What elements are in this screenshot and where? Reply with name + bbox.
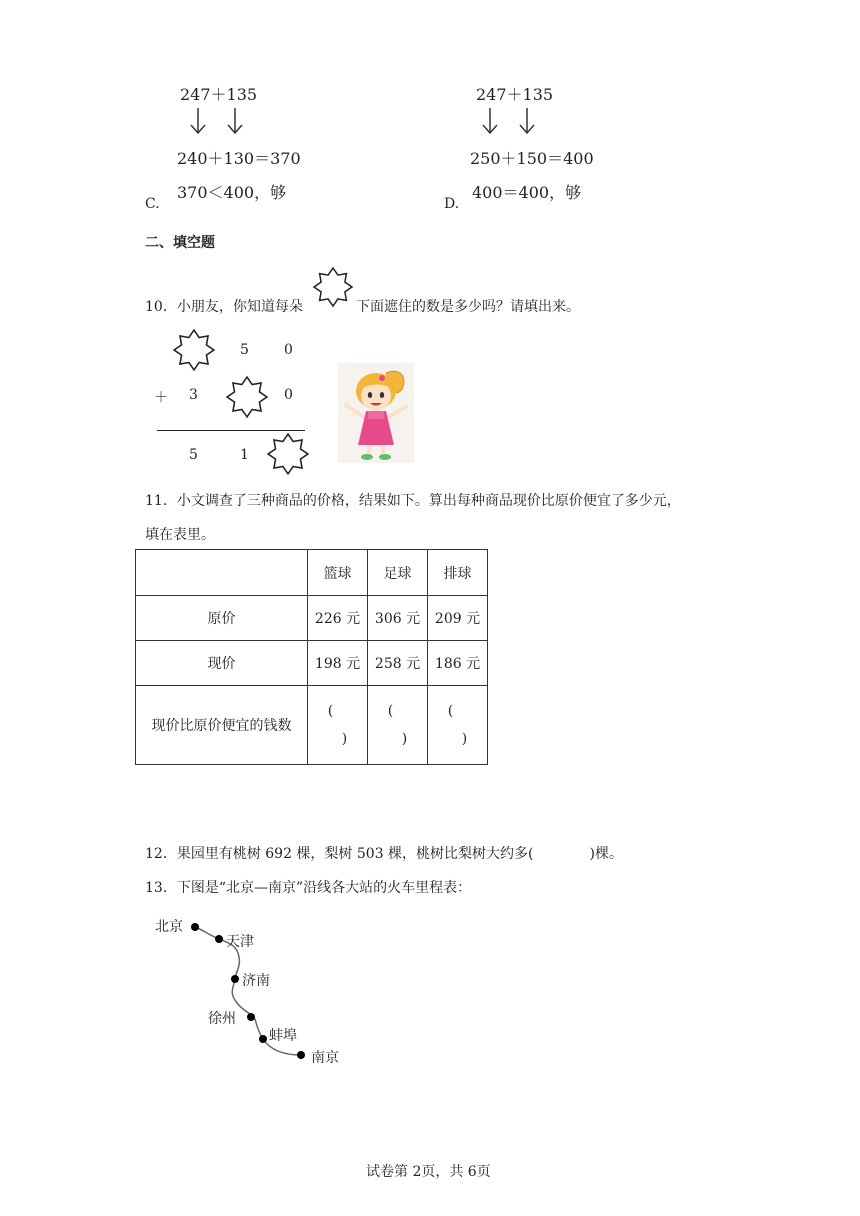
section-title: 二、填空题 — [145, 235, 215, 251]
table-header-cell: 篮球 — [308, 550, 368, 596]
q10-text-before: 10．小朋友，你知道每朵 — [145, 299, 303, 315]
option-d-label: D. — [444, 196, 460, 212]
price-table — [135, 549, 488, 765]
table-cell: 209 元 — [428, 596, 488, 641]
option-c-estimate: 240＋130＝370 — [177, 149, 301, 168]
page-footer: 试卷第 2页，共 6页 — [366, 1164, 491, 1180]
girl-illustration — [338, 363, 414, 463]
table-cell: 258 元 — [368, 641, 428, 686]
close-paren: ) — [401, 731, 408, 747]
row-label: 现价比原价便宜的钱数 — [136, 686, 308, 765]
option-d-conclusion: 400＝400，够 — [472, 183, 582, 202]
answer-blank[interactable] — [368, 686, 428, 765]
star-icon — [172, 328, 216, 376]
down-arrow-icon — [482, 107, 498, 135]
table-row — [136, 686, 488, 765]
close-paren: ) — [461, 731, 468, 747]
option-c-conclusion: 370＜400，够 — [177, 183, 287, 202]
addend-digit: 0 — [284, 342, 293, 358]
addend-digit: 0 — [284, 387, 293, 403]
addend-digit: 5 — [240, 342, 249, 358]
down-arrow-icon — [190, 107, 206, 135]
table-header-cell — [136, 550, 308, 596]
q11-text-line2: 填在表里。 — [145, 527, 215, 543]
sum-digit: 1 — [240, 447, 249, 463]
row-label: 原价 — [136, 596, 308, 641]
station-label: 蚌埠 — [269, 1028, 297, 1044]
open-paren: ( — [387, 703, 394, 719]
option-c-label: C. — [145, 196, 160, 212]
down-arrow-icon — [227, 107, 243, 135]
open-paren: ( — [447, 703, 454, 719]
option-d-expression: 247＋135 — [476, 85, 554, 104]
q12-text: 12．果园里有桃树 692 棵，梨树 503 棵，桃树比梨树大约多( )棵。 — [145, 846, 623, 862]
table-row — [136, 596, 488, 641]
option-d-estimate: 250＋150＝400 — [470, 149, 594, 168]
station-dot — [231, 975, 239, 983]
sum-digit: 5 — [189, 447, 198, 463]
station-dot — [215, 935, 223, 943]
table-cell: 186 元 — [428, 641, 488, 686]
close-paren: ) — [341, 731, 348, 747]
down-arrow-icon — [519, 107, 535, 135]
table-cell: 198 元 — [308, 641, 368, 686]
star-icon — [266, 432, 310, 480]
plus-sign: ＋ — [154, 390, 168, 406]
station-label: 济南 — [242, 973, 270, 989]
station-dot — [297, 1051, 305, 1059]
table-row — [136, 641, 488, 686]
station-label: 天津 — [226, 934, 254, 950]
station-dot — [247, 1013, 255, 1021]
open-paren: ( — [327, 703, 334, 719]
q10-text-after: 下面遮住的数是多少吗？请填出来。 — [356, 299, 580, 315]
station-dot — [259, 1035, 267, 1043]
q13-text: 13．下图是“北京—南京”沿线各大站的火车里程表： — [145, 880, 472, 896]
addend-digit: 3 — [189, 387, 198, 403]
star-icon — [312, 266, 354, 312]
station-label: 北京 — [155, 919, 183, 935]
table-header-cell: 足球 — [368, 550, 428, 596]
answer-blank[interactable] — [308, 686, 368, 765]
row-label: 现价 — [136, 641, 308, 686]
table-cell: 226 元 — [308, 596, 368, 641]
station-label: 南京 — [311, 1050, 339, 1066]
option-c-expression: 247＋135 — [180, 85, 258, 104]
table-header-row — [136, 550, 488, 596]
q11-text-line1: 11．小文调查了三种商品的价格，结果如下。算出每种商品现价比原价便宜了多少元， — [145, 493, 681, 509]
table-header-cell: 排球 — [428, 550, 488, 596]
station-label: 徐州 — [208, 1011, 236, 1027]
railway-map — [145, 905, 365, 1080]
table-cell: 306 元 — [368, 596, 428, 641]
answer-blank[interactable] — [428, 686, 488, 765]
station-dot — [191, 923, 199, 931]
star-icon — [225, 375, 269, 423]
sum-line — [157, 430, 305, 431]
